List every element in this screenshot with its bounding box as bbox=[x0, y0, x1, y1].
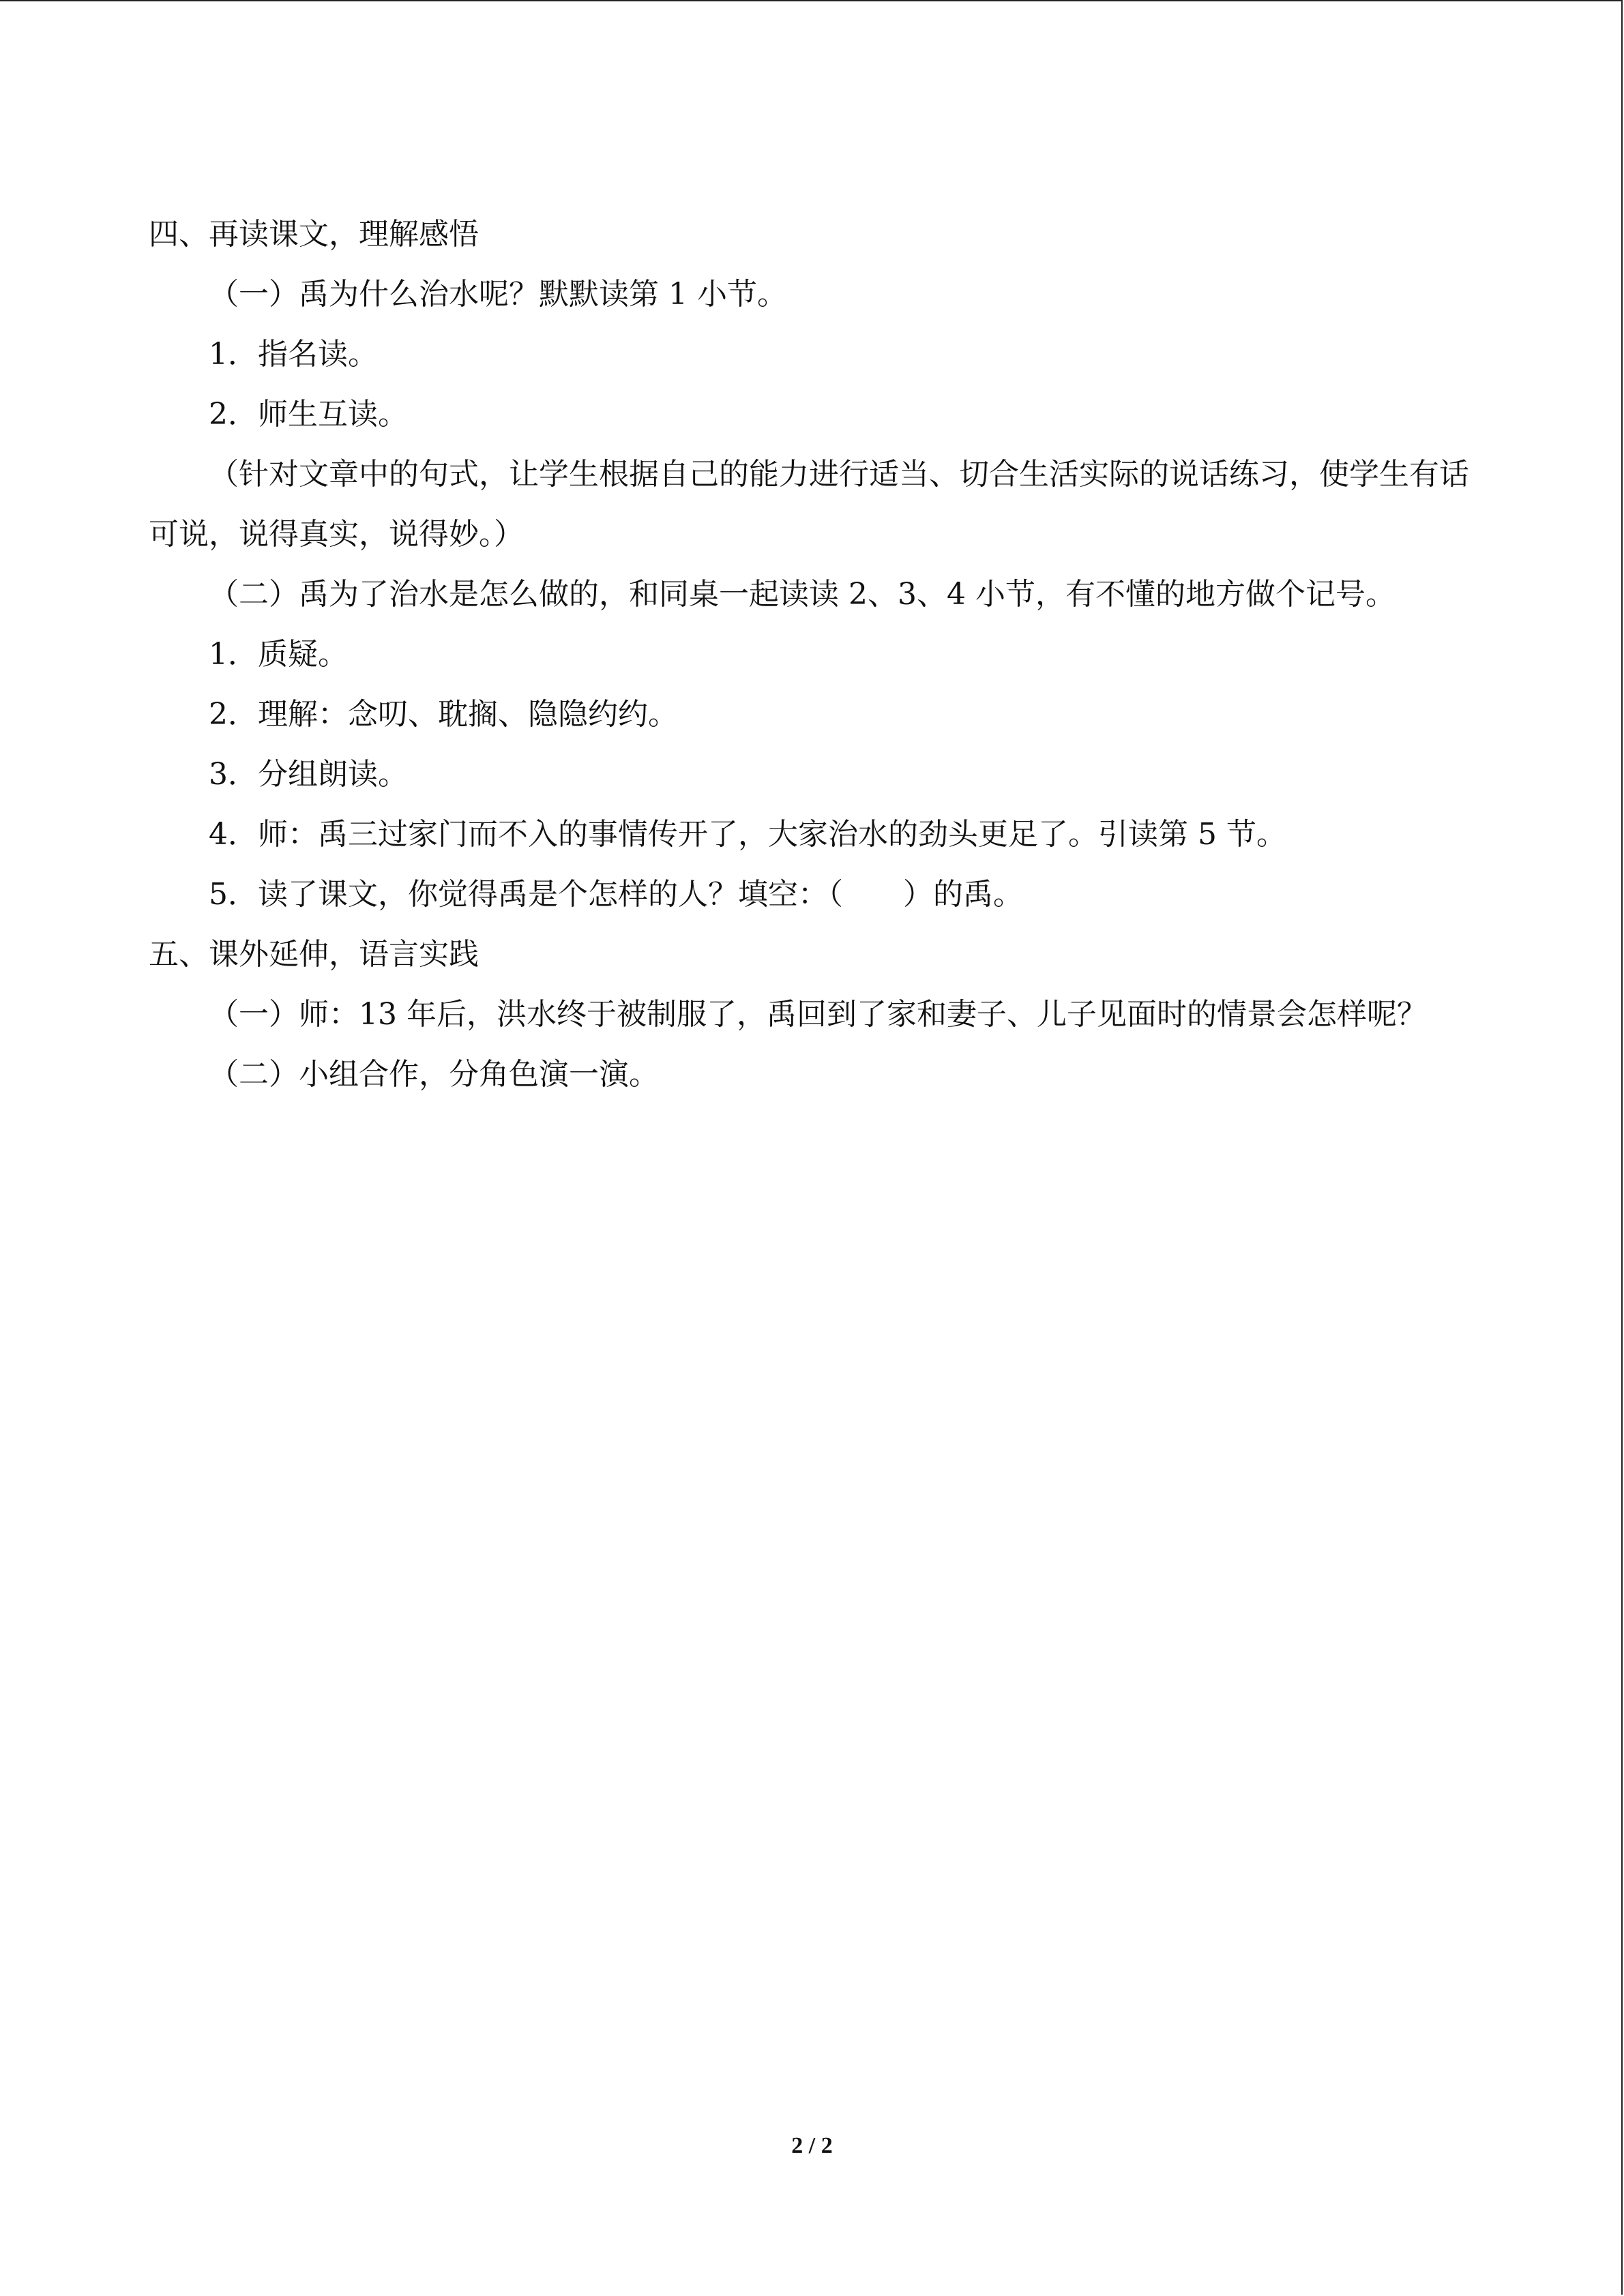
section-4-part-1-item-2: 2．师生互读。 bbox=[209, 397, 408, 432]
section-5-heading: 五、课外延伸，语言实践 bbox=[149, 937, 479, 972]
section-5-part-2: （二）小组合作，分角色演一演。 bbox=[209, 1057, 659, 1092]
section-4-part-1-note: （针对文章中的句式，让学生根据自己的能力进行适当、切合生活实际的说话练习，使学生有话可说，说得真实，说得妙。） bbox=[149, 457, 1469, 552]
section-4-part-2-title: （二）禹为了治水是怎么做的，和同桌一起读读 2、3、4 小节，有不懂的地方做个记号。 bbox=[209, 577, 1396, 612]
section-4-part-2-item-5: 5．读了课文，你觉得禹是个怎样的人？填空：（ ）的禹。 bbox=[209, 877, 1023, 912]
section-4-part-2-item-1: 1．质疑。 bbox=[209, 637, 348, 672]
page-number: 2 / 2 bbox=[791, 2133, 833, 2158]
section-5-part-1: （一）师：13 年后，洪水终于被制服了，禹回到了家和妻子、儿子见面时的情景会怎样呢？ bbox=[209, 997, 1427, 1032]
document-body bbox=[149, 205, 1472, 1105]
section-4-part-1-item-1: 1．指名读。 bbox=[209, 337, 378, 372]
section-4-part-1-title: （一）禹为什么治水呢？默默读第 1 小节。 bbox=[209, 277, 787, 312]
section-4-part-2-item-2: 2．理解：念叨、耽搁、隐隐约约。 bbox=[209, 697, 678, 732]
section-4-part-2-item-4: 4．师：禹三过家门而不入的事情传开了，大家治水的劲头更足了。引读第 5 节。 bbox=[209, 817, 1286, 852]
section-4-part-2-item-3: 3．分组朗读。 bbox=[209, 757, 408, 792]
section-4-heading: 四、再读课文，理解感悟 bbox=[149, 217, 479, 252]
